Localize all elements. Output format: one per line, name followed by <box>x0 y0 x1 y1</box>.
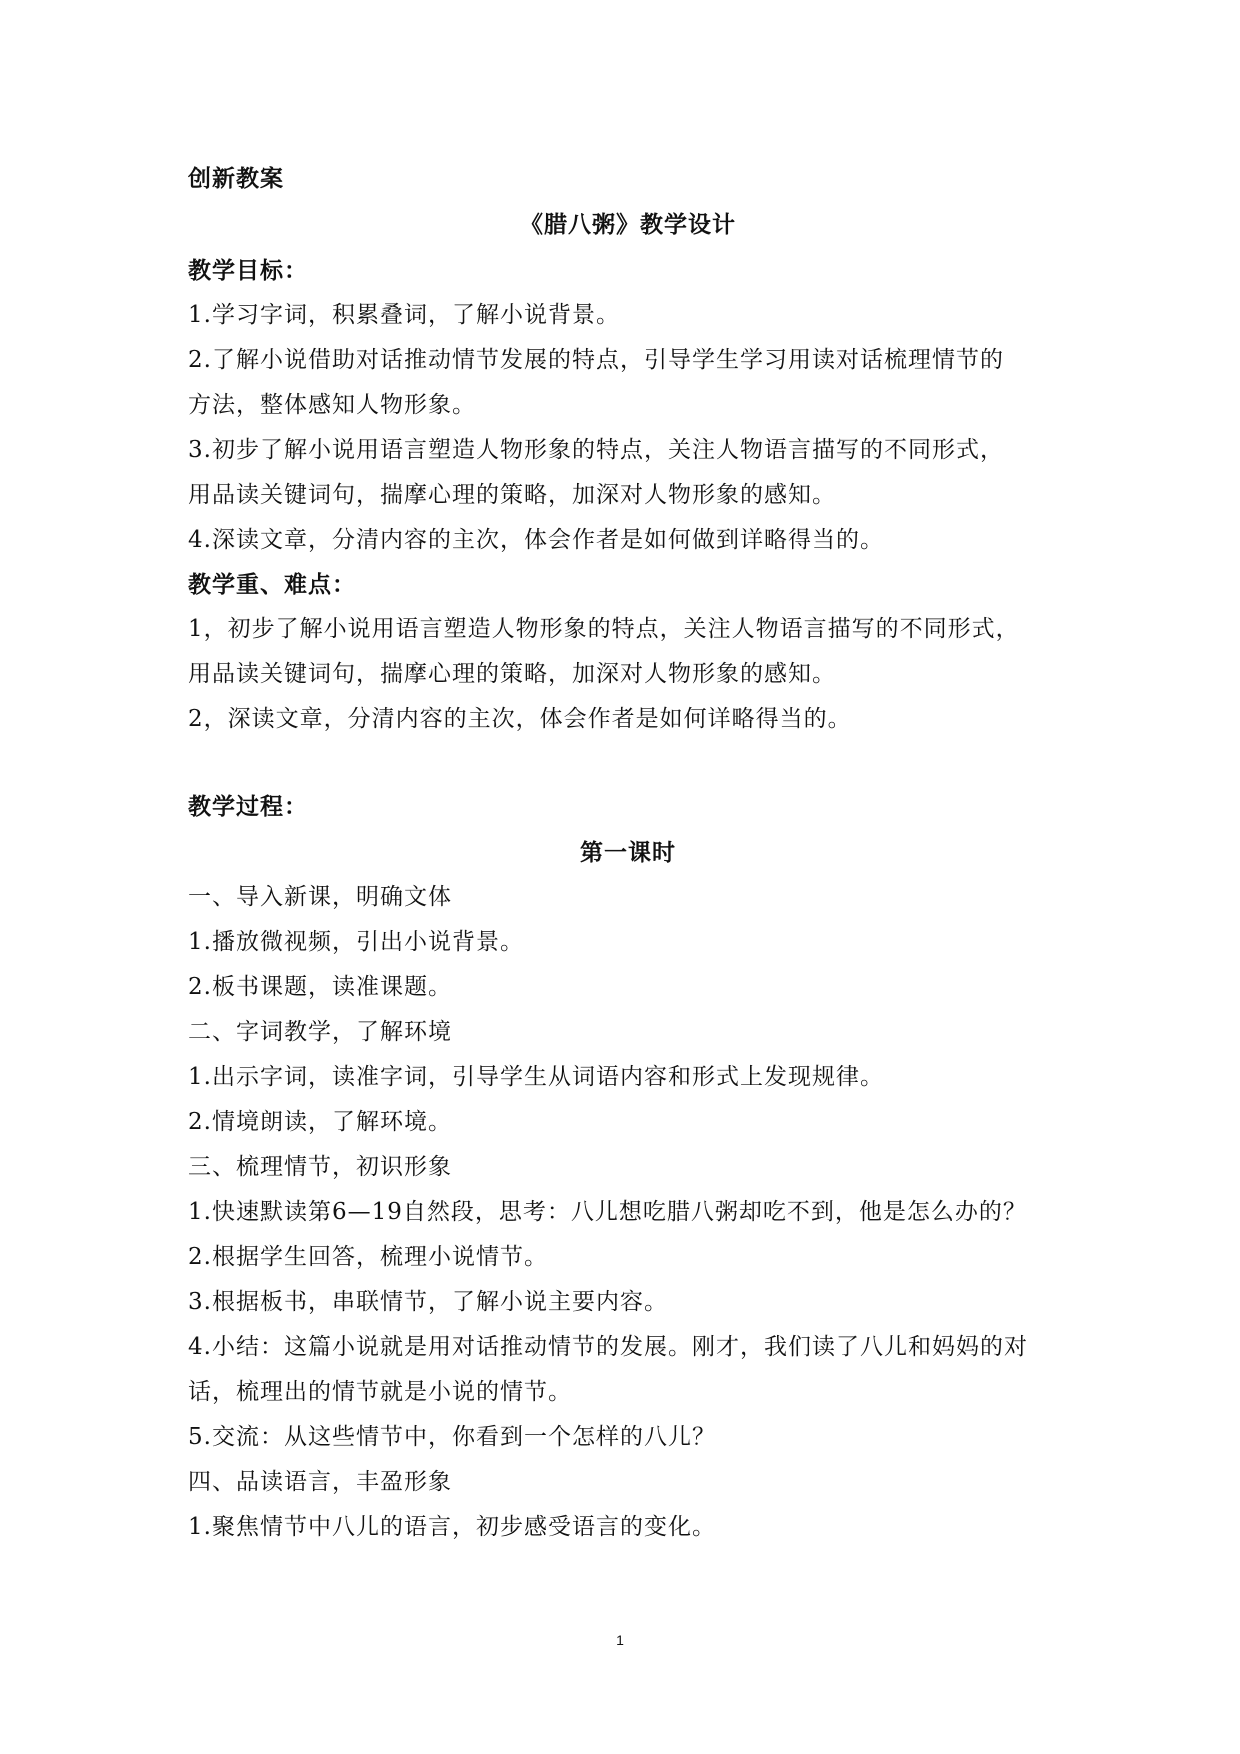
lesson-title: 第一课时 <box>580 840 676 866</box>
process-line: 二、字词教学，了解环境 <box>188 1019 452 1045</box>
objectives-heading: 教学目标： <box>188 258 308 284</box>
process-line: 1.快速默读第6—19自然段，思考：八儿想吃腊八粥却吃不到，他是怎么办的？ <box>188 1199 1027 1225</box>
process-line: 一、导入新课，明确文体 <box>188 884 452 910</box>
process-line: 2.根据学生回答，梳理小说情节。 <box>188 1244 548 1270</box>
process-line: 1.播放微视频，引出小说背景。 <box>188 929 524 955</box>
key-point-line: 用品读关键词句，揣摩心理的策略，加深对人物形象的感知。 <box>188 661 836 687</box>
document-title: 《腊八粥》教学设计 <box>520 212 736 238</box>
objective-line: 4.深读文章，分清内容的主次，体会作者是如何做到详略得当的。 <box>188 527 884 553</box>
process-line: 3.根据板书，串联情节，了解小说主要内容。 <box>188 1289 668 1315</box>
objective-line: 方法，整体感知人物形象。 <box>188 392 476 418</box>
process-line: 四、品读语言，丰盈形象 <box>188 1469 452 1495</box>
process-line: 1.聚焦情节中八儿的语言，初步感受语言的变化。 <box>188 1514 716 1540</box>
process-line: 话，梳理出的情节就是小说的情节。 <box>188 1379 572 1405</box>
objective-line: 3.初步了解小说用语言塑造人物形象的特点，关注人物语言描写的不同形式， <box>188 437 1004 463</box>
process-heading: 教学过程： <box>188 794 308 820</box>
process-line: 4.小结：这篇小说就是用对话推动情节的发展。刚才，我们读了八儿和妈妈的对 <box>188 1334 1028 1360</box>
page-number: 1 <box>616 1632 624 1648</box>
document-header: 创新教案 <box>188 166 284 192</box>
process-line: 2.情境朗读，了解环境。 <box>188 1109 452 1135</box>
process-line: 5.交流：从这些情节中，你看到一个怎样的八儿？ <box>188 1424 716 1450</box>
process-line: 1.出示字词，读准字词，引导学生从词语内容和形式上发现规律。 <box>188 1064 884 1090</box>
process-line: 2.板书课题，读准课题。 <box>188 974 452 1000</box>
objective-line: 用品读关键词句，揣摩心理的策略，加深对人物形象的感知。 <box>188 482 836 508</box>
objective-line: 2.了解小说借助对话推动情节发展的特点，引导学生学习用读对话梳理情节的 <box>188 347 1004 373</box>
key-points-heading: 教学重、难点： <box>188 572 356 598</box>
objective-line: 1.学习字词，积累叠词，了解小说背景。 <box>188 302 620 328</box>
key-point-line: 2，深读文章，分清内容的主次，体会作者是如何详略得当的。 <box>188 706 852 732</box>
key-point-line: 1，初步了解小说用语言塑造人物形象的特点，关注人物语言描写的不同形式， <box>188 616 1020 642</box>
process-line: 三、梳理情节，初识形象 <box>188 1154 452 1180</box>
